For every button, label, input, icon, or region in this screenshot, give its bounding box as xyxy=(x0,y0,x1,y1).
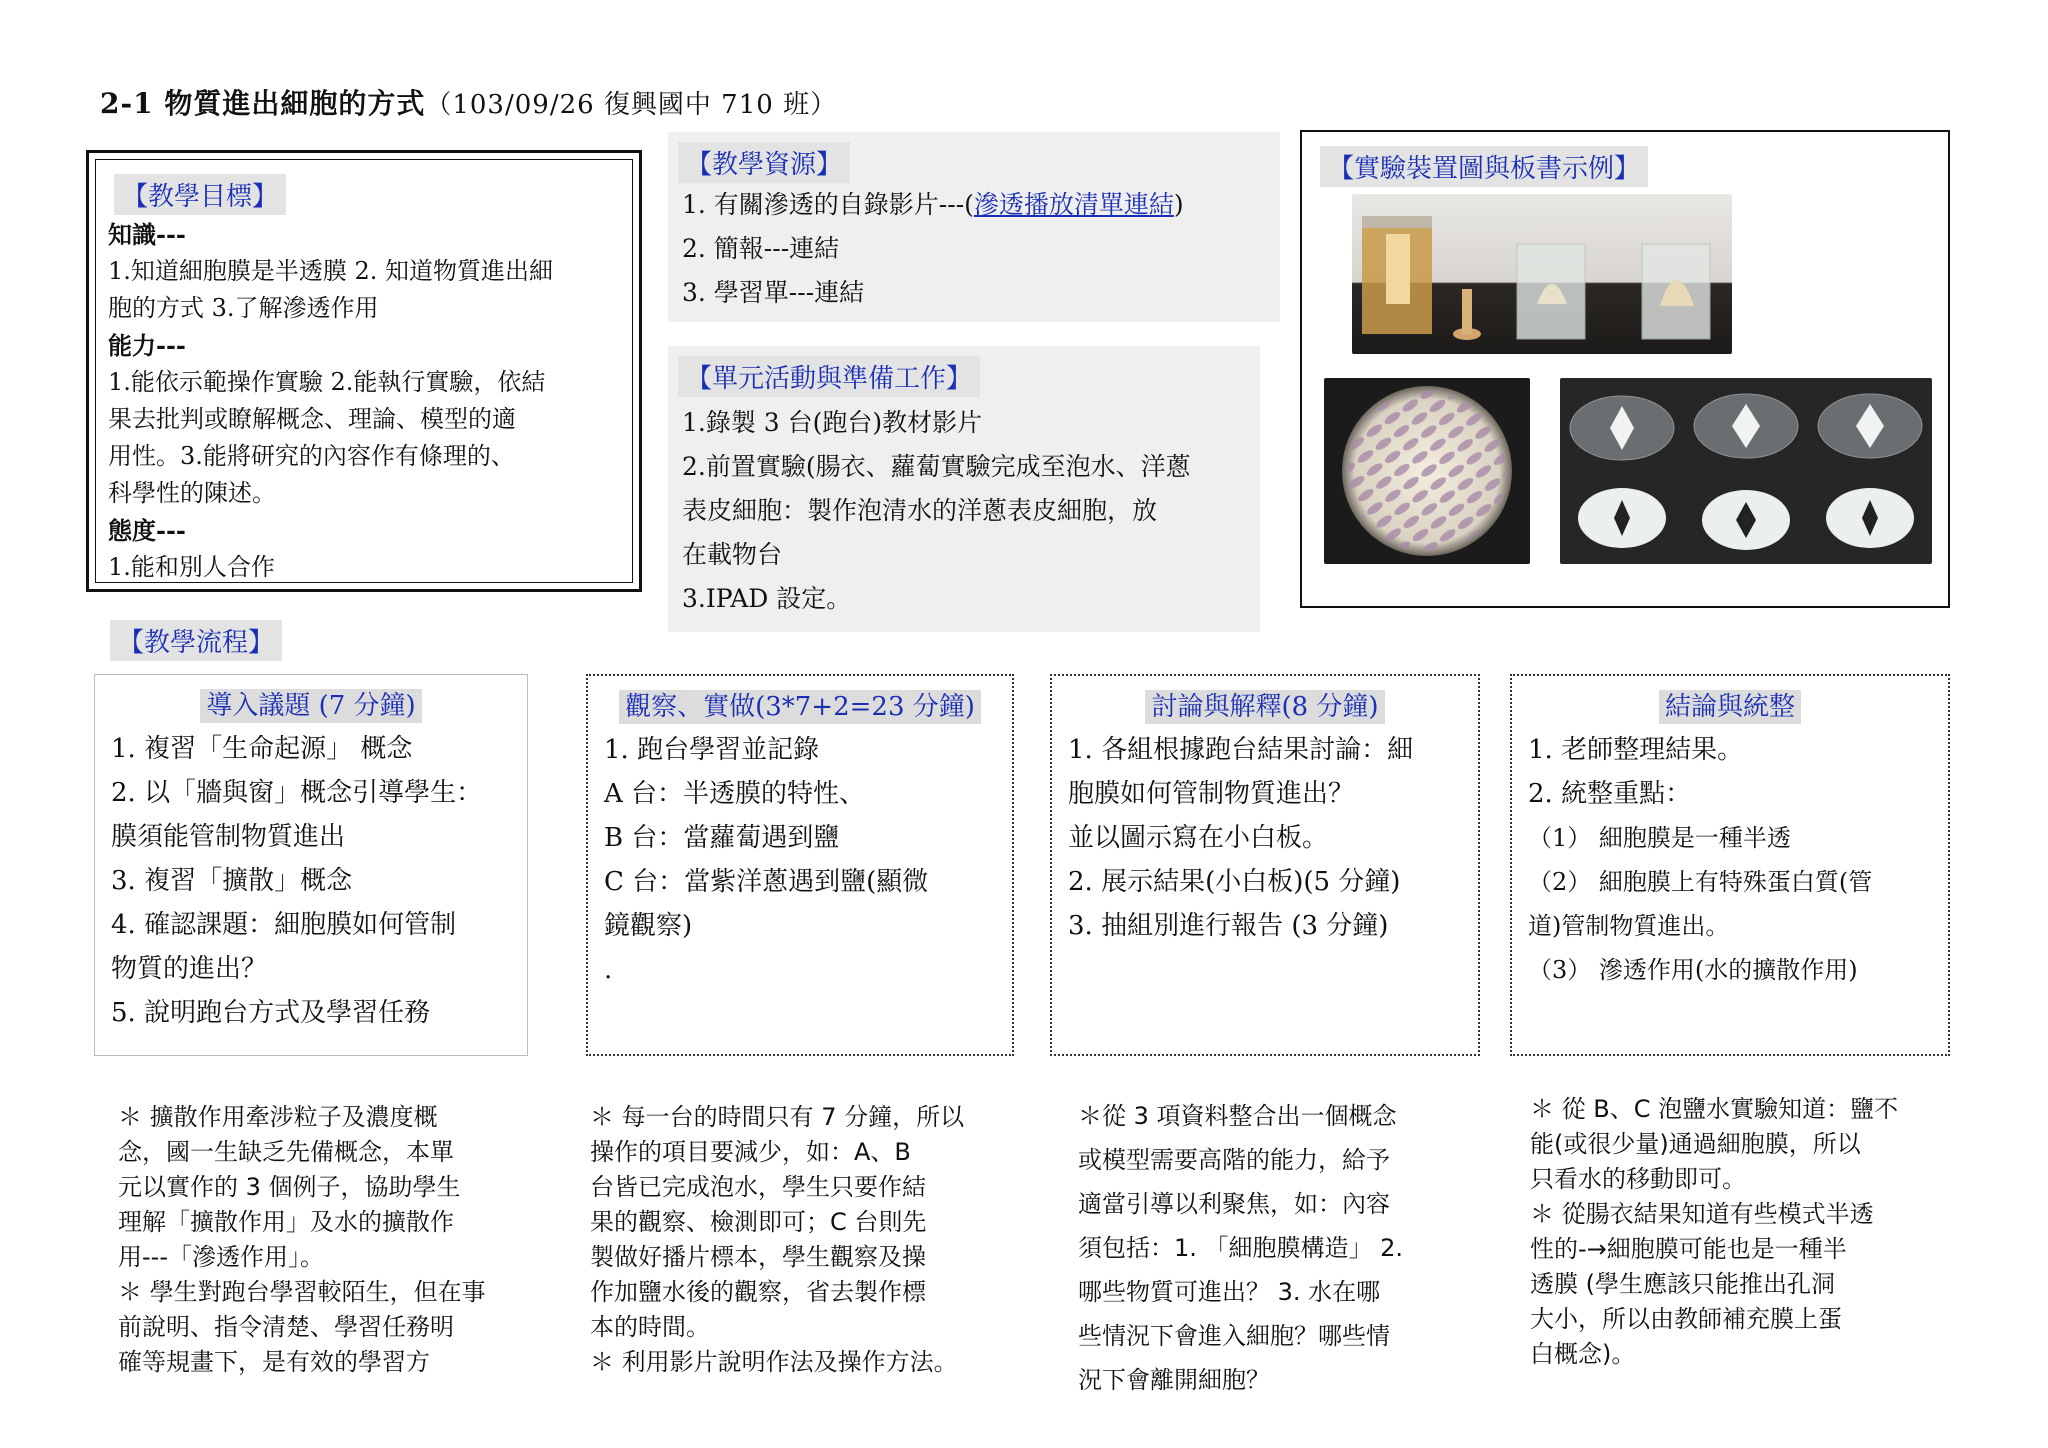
flow-line: C 台：當紫洋蔥遇到鹽(顯微 xyxy=(604,867,929,897)
notes-col-4 xyxy=(1530,1092,1950,1392)
objectives-header: 【教學目標】 xyxy=(114,174,286,215)
note-line: 用---「滲透作用」。 xyxy=(118,1243,324,1271)
note-line: 或模型需要高階的能力，給予 xyxy=(1078,1146,1390,1174)
ability-line: 果去批判或瞭解概念、理論、模型的適 xyxy=(108,405,516,433)
microscope-photo xyxy=(1324,378,1530,564)
note-line: 白概念)。 xyxy=(1530,1340,1636,1368)
dishes-photo xyxy=(1560,378,1932,564)
note-line: 況下會離開細胞？ xyxy=(1078,1366,1270,1394)
note-line: 操作的項目要減少，如：A、B xyxy=(590,1138,911,1166)
flow-line: . xyxy=(604,955,613,985)
prep-line: 在載物台 xyxy=(682,540,783,569)
resource-item-1: 1. 有關滲透的自錄影片---(滲透播放清單連結) xyxy=(682,190,1184,219)
note-line: 大小，所以由教師補充膜上蛋 xyxy=(1530,1305,1842,1333)
flow-line: 2. 統整重點： xyxy=(1528,779,1692,809)
resources-panel xyxy=(668,132,1280,322)
flow-line: 3. 複習「擴散」概念 xyxy=(111,866,353,896)
notes-col-3 xyxy=(1078,1094,1498,1394)
flow-line: 道)管制物質進出。 xyxy=(1528,912,1730,940)
note-line: 性的-→細胞膜可能也是一種半 xyxy=(1530,1235,1847,1263)
flow-col-conclude xyxy=(1510,674,1950,1056)
notes-col-2 xyxy=(590,1100,1010,1400)
note-line: ＊ 利用影片說明作法及操作方法。 xyxy=(590,1348,958,1376)
ability-line: 1.能依示範操作實驗 2.能執行實驗，依結 xyxy=(108,368,546,396)
note-line: 前說明、指令清楚、學習任務明 xyxy=(118,1313,454,1341)
flow-line: 膜須能管制物質進出 xyxy=(111,822,346,852)
beakers-photo xyxy=(1352,194,1732,354)
note-line: 台皆已完成泡水，學生只要作結 xyxy=(590,1173,926,1201)
note-line: 適當引導以利聚焦，如：內容 xyxy=(1078,1190,1390,1218)
note-line: 須包括：1. 「細胞膜構造」 2. xyxy=(1078,1234,1404,1262)
flow-line: B 台：當蘿蔔遇到鹽 xyxy=(604,823,840,853)
note-line: 確等規畫下，是有效的學習方 xyxy=(118,1348,430,1376)
note-line: 只看水的移動即可。 xyxy=(1530,1165,1746,1193)
flow-line: 3. 抽組別進行報告 (3 分鐘) xyxy=(1068,911,1389,941)
prep-header: 【單元活動與準備工作】 xyxy=(678,356,980,397)
objectives-box xyxy=(86,150,642,592)
prep-line: 3.IPAD 設定。 xyxy=(682,584,852,613)
flow-line: 並以圖示寫在小白板。 xyxy=(1068,823,1329,853)
prep-line: 2.前置實驗(腸衣、蘿蔔實驗完成至泡水、洋蔥 xyxy=(682,452,1191,481)
flow-line: （2） 細胞膜上有特殊蛋白質(管 xyxy=(1528,868,1873,896)
page-title xyxy=(100,82,837,122)
attitude-line: 1.能和別人合作 xyxy=(108,553,275,581)
note-line: 製做好播片標本，學生觀察及操 xyxy=(590,1243,926,1271)
flow-col-title: 討論與解釋(8 分鐘) xyxy=(1145,690,1384,724)
note-line: 透膜 (學生應該只能推出孔洞 xyxy=(1530,1270,1835,1298)
title-main: 2-1 物質進出細胞的方式 xyxy=(100,87,426,120)
prep-panel xyxy=(668,346,1260,632)
flow-line: 4. 確認課題：細胞膜如何管制 xyxy=(111,910,457,940)
flow-col-title: 觀察、實做(3*7+2=23 分鐘) xyxy=(619,690,981,724)
note-line: ＊ 從 B、C 泡鹽水實驗知道：鹽不 xyxy=(1530,1095,1899,1123)
attitude-label: 態度--- xyxy=(108,516,186,545)
flow-line: （1） 細胞膜是一種半透 xyxy=(1528,824,1791,852)
ability-label: 能力--- xyxy=(108,331,186,360)
flow-line: 物質的進出？ xyxy=(111,954,268,984)
flow-line: 2. 展示結果(小白板)(5 分鐘) xyxy=(1068,867,1401,897)
notes-col-1 xyxy=(118,1100,538,1400)
note-line: 些情況下會進入細胞？哪些情 xyxy=(1078,1322,1390,1350)
ability-line: 用性。3.能將研究的內容作有條理的、 xyxy=(108,442,515,470)
note-line: 哪些物質可進出？ 3. 水在哪 xyxy=(1078,1278,1381,1306)
resource-item-2[interactable]: 2. 簡報---連結 xyxy=(682,234,840,263)
note-line: 作加鹽水後的觀察，省去製作標 xyxy=(590,1278,926,1306)
note-line: ＊ 學生對跑台學習較陌生，但在事 xyxy=(118,1278,486,1306)
apparatus-header: 【實驗裝置圖與板書示例】 xyxy=(1320,146,1648,187)
flow-col-intro xyxy=(94,674,528,1056)
knowledge-label: 知識--- xyxy=(108,220,186,249)
note-line: ＊ 從腸衣結果知道有些模式半透 xyxy=(1530,1200,1874,1228)
flow-line: 5. 說明跑台方式及學習任務 xyxy=(111,998,431,1028)
note-line: 能(或很少量)通過細胞膜，所以 xyxy=(1530,1130,1861,1158)
flow-line: 2. 以「牆與窗」概念引導學生： xyxy=(111,778,483,808)
note-line: ＊ 擴散作用牽涉粒子及濃度概 xyxy=(118,1103,438,1131)
flow-col-observe xyxy=(586,674,1014,1056)
note-line: ＊ 每一台的時間只有 7 分鐘，所以 xyxy=(590,1103,965,1131)
prep-line: 1.錄製 3 台(跑台)教材影片 xyxy=(682,408,983,437)
title-date: （103/09/26 復興國中 710 班） xyxy=(425,90,838,120)
resource-playlist-link[interactable]: 滲透播放清單連結 xyxy=(973,190,1174,219)
flow-line: 1. 跑台學習並記錄 xyxy=(604,735,820,765)
ability-line: 科學性的陳述。 xyxy=(108,479,276,507)
flow-col-title: 結論與統整 xyxy=(1659,690,1801,724)
flow-line: （3） 滲透作用(水的擴散作用) xyxy=(1528,956,1858,984)
note-line: ＊從 3 項資料整合出一個概念 xyxy=(1078,1102,1397,1130)
note-line: 理解「擴散作用」及水的擴散作 xyxy=(118,1208,454,1236)
flow-line: A 台：半透膜的特性、 xyxy=(604,779,866,809)
note-line: 本的時間。 xyxy=(590,1313,710,1341)
flow-col-title: 導入議題 (7 分鐘) xyxy=(200,689,421,723)
flow-line: 1. 老師整理結果。 xyxy=(1528,735,1744,765)
note-line: 念，國一生缺乏先備概念，本單 xyxy=(118,1138,454,1166)
flow-line: 1. 複習「生命起源」 概念 xyxy=(111,734,413,764)
note-line: 元以實作的 3 個例子，協助學生 xyxy=(118,1173,461,1201)
flow-line: 胞膜如何管制物質進出？ xyxy=(1068,779,1355,809)
note-line: 果的觀察、檢測即可；C 台則先 xyxy=(590,1208,927,1236)
flow-line: 鏡觀察) xyxy=(604,911,693,941)
knowledge-line: 胞的方式 3.了解滲透作用 xyxy=(108,294,379,322)
resources-header: 【教學資源】 xyxy=(678,142,850,183)
flow-line: 1. 各組根據跑台結果討論：細 xyxy=(1068,735,1414,765)
flow-col-discuss xyxy=(1050,674,1480,1056)
apparatus-box xyxy=(1300,130,1950,608)
resource-item-3[interactable]: 3. 學習單---連結 xyxy=(682,278,865,307)
prep-line: 表皮細胞：製作泡清水的洋蔥表皮細胞，放 xyxy=(682,496,1158,525)
knowledge-line: 1.知道細胞膜是半透膜 2. 知道物質進出細 xyxy=(108,257,554,285)
flow-header: 【教學流程】 xyxy=(110,620,282,661)
